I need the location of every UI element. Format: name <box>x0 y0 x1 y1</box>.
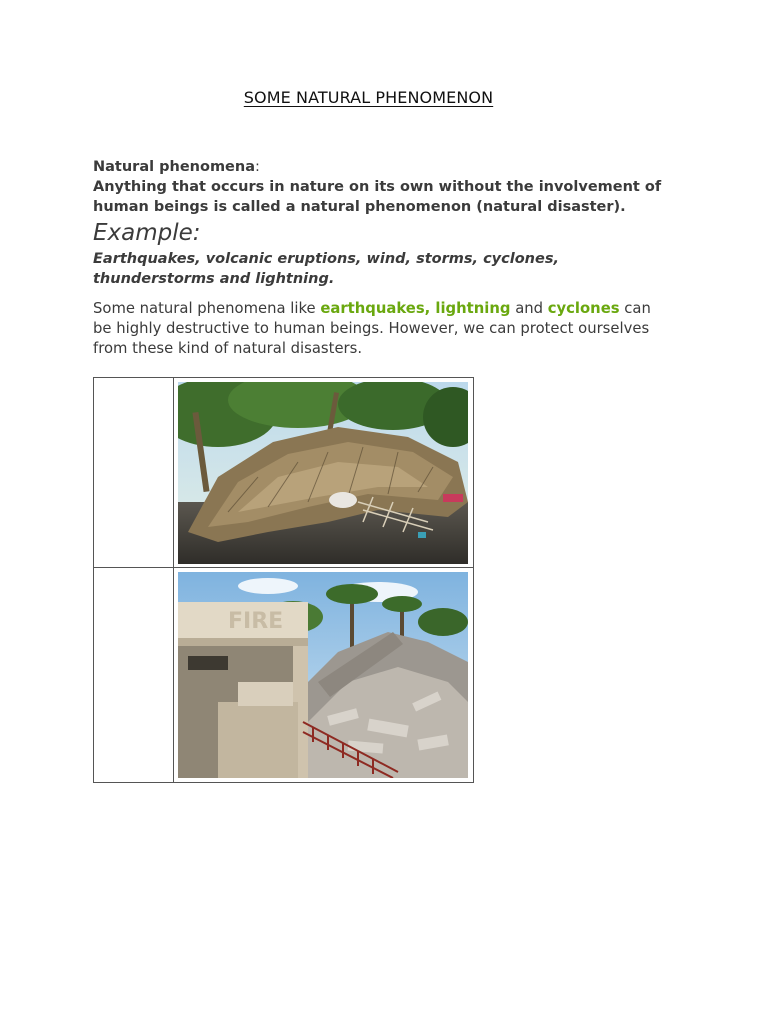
cyclone-damage-photo <box>178 382 468 564</box>
table-row <box>94 568 474 783</box>
page-title: SOME NATURAL PHENOMENON <box>243 88 494 107</box>
svg-text:FIRE: FIRE <box>228 609 284 635</box>
photo-table <box>93 377 474 783</box>
paragraph-text-3: can be highly destructive to human beings. However, we can protect ourselves from these kind of natural disasters. <box>93 300 651 357</box>
paragraph-text-1: Some natural phenomena like <box>93 300 321 317</box>
example-list: Earthquakes, volcanic eruptions, wind, storms, cyclones, thunderstorms and lightning. <box>93 251 559 287</box>
example-heading: Example: <box>93 220 201 246</box>
table-cell-empty <box>94 568 174 783</box>
highlight-earthquakes-lightning: earthquakes, lightning <box>320 300 511 317</box>
definition-term-line <box>93 157 668 177</box>
definition-term: Natural phenomena <box>93 159 255 175</box>
table-cell-empty <box>94 378 174 568</box>
content-body <box>93 157 668 359</box>
table-cell-photo <box>174 378 474 568</box>
definition-text: Anything that occurs in nature on its own without the involvement of human beings is called a natural phenomenon (natural disaster). <box>93 179 662 215</box>
table-row <box>94 378 474 568</box>
table-cell-photo <box>174 568 474 783</box>
earthquake-damage-photo <box>178 572 468 778</box>
intro-paragraph <box>93 299 668 359</box>
paragraph-text-2: and <box>510 300 548 317</box>
definition-colon: : <box>255 159 260 175</box>
highlight-cyclones: cyclones <box>547 300 620 317</box>
